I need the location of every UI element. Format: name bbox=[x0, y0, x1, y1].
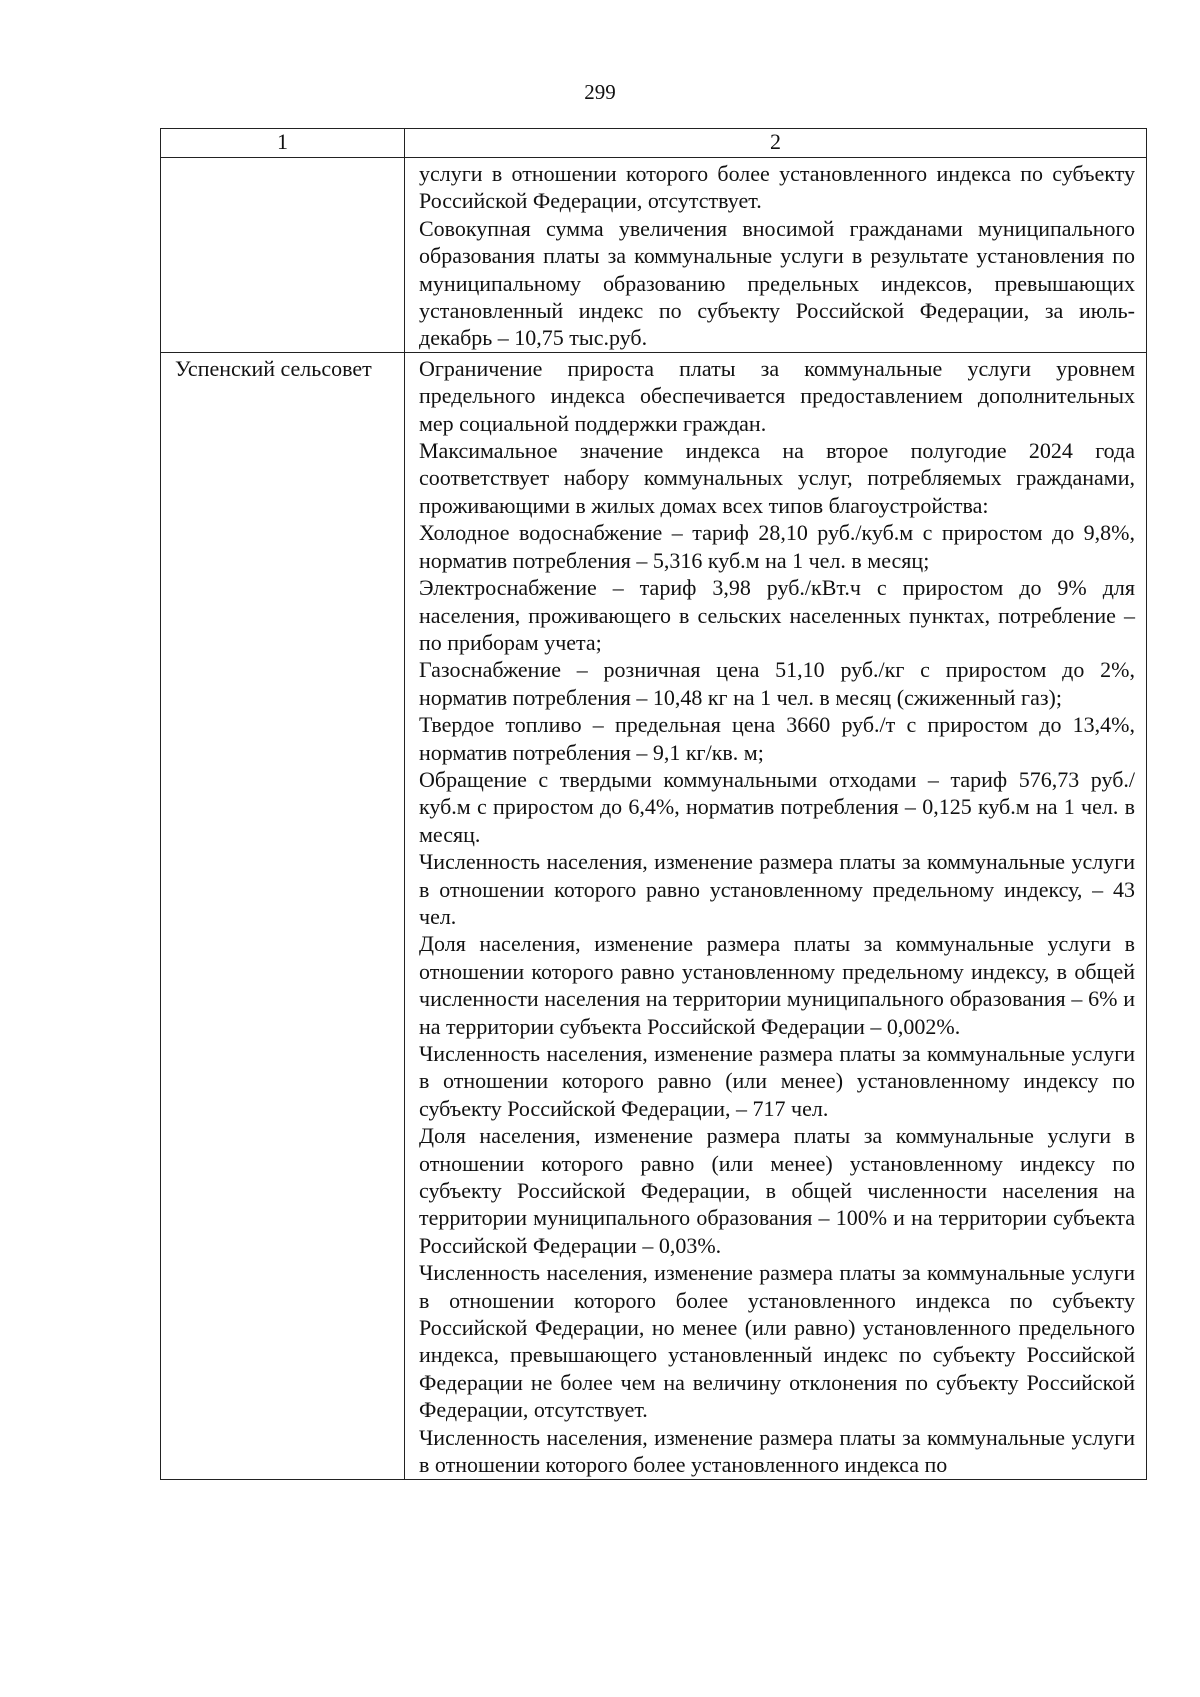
paragraph: Электроснабжение – тариф 3,98 руб./кВт.ч с приростом до 9% для населения, проживающего в сельских населенных пунктах, потребление – по приборам учета; bbox=[419, 575, 1135, 655]
paragraph: Обращение с твердыми коммунальными отходами – тариф 576,73 руб./куб.м с приростом до 6,4%, норматив потребления – 0,125 куб.м на 1 чел. в месяц. bbox=[419, 766, 1135, 847]
document-table bbox=[160, 128, 1147, 1480]
paragraph: Доля населения, изменение размера платы за коммунальные услуги в отношении которого равно установленному предельному индексу, в общей численности населения на территории муниципального образования – 6% и на территории субъекта Российской Федерации – 0,002%. bbox=[419, 931, 1135, 1039]
paragraph: Максимальное значение индекса на второе полугодие 2024 года соответствует набору коммунальных услуг, потребляемых гражданами, проживающими в жилых домах всех типов благоустройства: bbox=[419, 438, 1135, 518]
paragraph: Совокупная сумма увеличения вносимой гражданами муниципального образования платы за коммунальные услуги в результате установления по муниципальному образованию предельных индексов, превышающих установленный индекс по субъекту Российской Федерации, за июль-декабрь – 10,75 тыс.руб. bbox=[419, 215, 1135, 351]
paragraph: Холодное водоснабжение – тариф 28,10 руб./куб.м с приростом до 9,8%, норматив потребления – 5,316 куб.м на 1 чел. в месяц; bbox=[419, 520, 1135, 573]
municipality-name: Успенский сельсовет bbox=[175, 355, 372, 381]
description-cell bbox=[405, 352, 1147, 1479]
table-row bbox=[161, 352, 1147, 1479]
table-row bbox=[161, 158, 1147, 353]
paragraph: Численность населения, изменение размера платы за коммунальные услуги в отношении которого более установленного индекса по bbox=[419, 1424, 1135, 1478]
paragraph: Доля населения, изменение размера платы за коммунальные услуги в отношении которого равно (или менее) установленному индексу по субъекту Российской Федерации, в общей численности населения на территории муниципального образования – 100% и на территории субъекта Российской Федерации – 0,03%. bbox=[419, 1123, 1135, 1258]
paragraph: Численность населения, изменение размера платы за коммунальные услуги в отношении которого более установленного индекса по субъекту Российской Федерации, но менее (или равно) установленного предельного индекса, превышающего установленный индекс по субъекту Российской Федерации не более чем на величину отклонения по субъекту Российской Федерации, отсутствует. bbox=[419, 1260, 1135, 1423]
municipality-cell bbox=[161, 352, 405, 1479]
description-cell bbox=[405, 158, 1147, 353]
paragraph: услуги в отношении которого более установленного индекса по субъекту Российской Федерации, отсутствует. bbox=[419, 161, 1135, 214]
paragraph: Ограничение прироста платы за коммунальные услуги уровнем предельного индекса обеспечивается предоставлением дополнительных мер социальной поддержки граждан. bbox=[419, 355, 1135, 436]
column-header-1: 1 bbox=[161, 129, 405, 158]
paragraph: Газоснабжение – розничная цена 51,10 руб./кг с приростом до 2%, норматив потребления – 10,48 кг на 1 чел. в месяц (сжиженный газ); bbox=[419, 657, 1135, 710]
paragraph: Твердое топливо – предельная цена 3660 руб./т с приростом до 13,4%, норматив потребления – 9,1 кг/кв. м; bbox=[419, 712, 1135, 765]
column-header-2: 2 bbox=[405, 129, 1147, 158]
page-number: 299 bbox=[584, 80, 616, 104]
municipality-cell bbox=[161, 158, 405, 353]
paragraph: Численность населения, изменение размера платы за коммунальные услуги в отношении которого равно установленному предельному индексу, – 43 чел. bbox=[419, 849, 1135, 929]
table-header-row bbox=[161, 129, 1147, 158]
paragraph: Численность населения, изменение размера платы за коммунальные услуги в отношении которого равно (или менее) установленному индексу по субъекту Российской Федерации, – 717 чел. bbox=[419, 1041, 1135, 1121]
